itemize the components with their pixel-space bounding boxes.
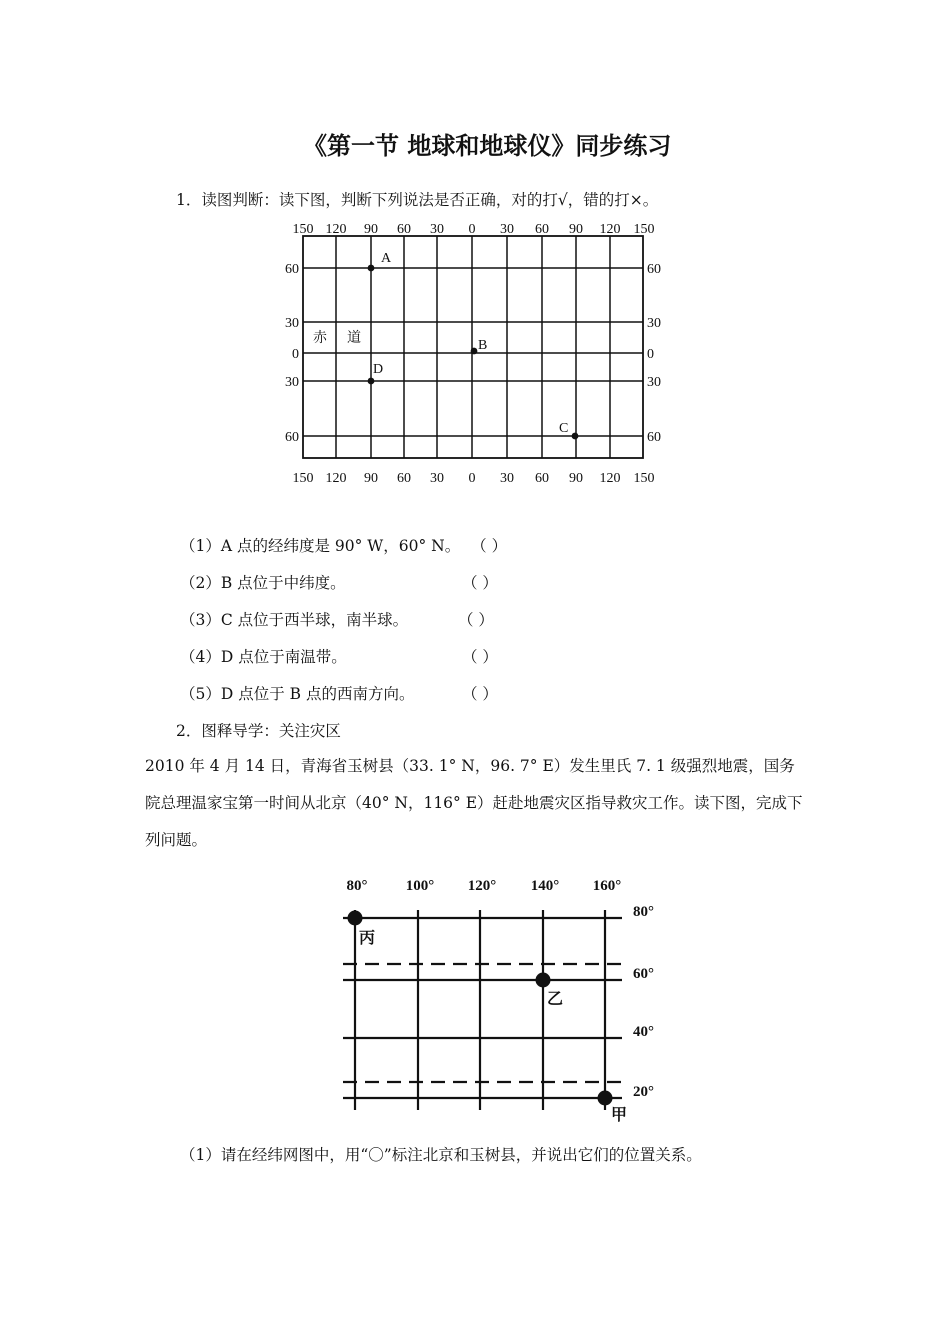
top-lon-label: 90 [364, 222, 378, 237]
right-lat-label: 60 [647, 430, 661, 445]
lon-label: 100° [405, 878, 435, 894]
left-lat-label: 60 [285, 262, 299, 277]
lat-label: 80° [633, 904, 654, 920]
equator-label [313, 329, 361, 346]
bottom-lon-label: 120 [599, 471, 621, 486]
right-lat-label: 30 [647, 316, 661, 331]
q1-item-1 [180, 534, 507, 556]
right-lat-label: 0 [647, 347, 654, 362]
map-point-D [368, 378, 375, 385]
lat-label: 20° [633, 1084, 654, 1100]
bottom-lon-label: 30 [500, 471, 514, 486]
left-lat-label: 30 [285, 375, 299, 390]
question-2-paragraph: 2010 年 4 月 14 日，青海省玉树县（33. 1° N，96. 7° E）发生里氏 7. 1 级强烈地震，国务院总理温家宝第一时间从北京（40° N，116° E）赶赴地震灾区指导救灾工作。读下图，完成下列问题。 [145, 757, 803, 849]
q1-item-1-bracket[interactable]: （ ） [471, 537, 508, 555]
bottom-lon-label: 60 [535, 471, 549, 486]
bottom-lon-label: 150 [292, 471, 314, 486]
q1-item-4-text: （4）D 点位于南温带。 [180, 648, 347, 666]
q1-item-5 [180, 682, 414, 704]
bottom-lon-label: 150 [633, 471, 655, 486]
q1-item-3-text: （3）C 点位于西半球，南半球。 [180, 611, 409, 629]
bottom-lon-label: 90 [569, 471, 583, 486]
question-2-sub-1: （1）请在经纬网图中，用“〇”标注北京和玉树县，并说出它们的位置关系。 [180, 1146, 702, 1164]
map-points-2 [348, 911, 628, 1125]
map-point-label-A: A [381, 251, 392, 266]
bottom-lon-label: 120 [325, 471, 347, 486]
grid-map-2 [335, 870, 665, 1125]
grid-frame [303, 236, 643, 458]
right-latitude-labels [647, 262, 661, 445]
map-point-label-甲: 甲 [611, 1107, 628, 1124]
lon-label: 160° [592, 878, 622, 894]
bottom-lon-label: 30 [430, 471, 444, 486]
top-lon-label: 120 [599, 222, 621, 237]
top-lon-label: 90 [569, 222, 583, 237]
q1-item-5-bracket[interactable]: （ ） [462, 685, 498, 703]
bottom-lon-label: 60 [397, 471, 411, 486]
q1-item-1-text: （1）A 点的经纬度是 90° W，60° N。 [180, 537, 461, 555]
top-lon-label: 60 [535, 222, 549, 237]
map-points [368, 251, 579, 439]
right-lat-label: 30 [647, 375, 661, 390]
map-point-label-丙: 丙 [359, 930, 376, 947]
q1-item-3-bracket[interactable]: （ ） [458, 611, 494, 629]
map-point-B [471, 348, 478, 355]
longitude-labels [347, 878, 622, 894]
q1-item-2-text: （2）B 点位于中纬度。 [180, 574, 346, 592]
top-lon-label: 30 [500, 222, 514, 237]
question-1-prompt: 1．读图判断：读下图，判断下列说法是否正确，对的打√，错的打×。 [176, 191, 659, 209]
lon-label: 140° [530, 878, 560, 894]
lon-label: 120° [467, 878, 497, 894]
top-lon-label: 60 [397, 222, 411, 237]
equator-char: 道 [347, 331, 361, 346]
left-lat-label: 0 [292, 347, 299, 362]
top-longitude-labels [293, 222, 655, 237]
q1-item-2 [180, 571, 346, 593]
top-lon-label: 0 [468, 222, 476, 237]
top-lon-label: 30 [430, 222, 444, 237]
top-lon-label: 150 [292, 222, 314, 237]
latitude-labels [633, 904, 654, 1100]
map-point-乙 [536, 973, 551, 988]
map-point-C [572, 433, 579, 440]
top-lon-label: 120 [325, 222, 347, 237]
bottom-lon-label: 0 [468, 471, 476, 486]
map-point-label-D: D [373, 362, 384, 377]
page-title: 《第一节 地球和地球仪》同步练习 [303, 132, 672, 160]
grid-lines-2 [343, 910, 622, 1110]
bottom-lon-label: 90 [364, 471, 378, 486]
q1-item-5-text: （5）D 点位于 B 点的西南方向。 [180, 685, 415, 703]
top-lon-label: 150 [633, 222, 655, 237]
bottom-longitude-labels [293, 471, 655, 486]
left-lat-label: 60 [285, 430, 299, 445]
map-point-甲 [598, 1091, 613, 1106]
left-lat-label: 30 [285, 316, 299, 331]
q1-item-4-bracket[interactable]: （ ） [462, 648, 498, 666]
q1-item-2-bracket[interactable]: （ ） [462, 574, 498, 592]
lat-long-grid-map [285, 220, 665, 490]
map-point-label-C: C [559, 421, 569, 436]
lat-label: 60° [633, 966, 654, 982]
right-lat-label: 60 [647, 262, 661, 277]
lon-label: 80° [346, 878, 368, 894]
map-point-label-乙: 乙 [547, 991, 564, 1008]
map-point-丙 [348, 911, 363, 926]
map-point-A [368, 265, 375, 272]
question-2-heading: 2．图释导学：关注灾区 [176, 722, 341, 740]
q1-item-4 [180, 645, 347, 667]
lat-label: 40° [633, 1024, 654, 1040]
map-point-label-B: B [478, 338, 488, 353]
grid-lines [303, 236, 643, 458]
left-latitude-labels [285, 262, 299, 445]
equator-char: 赤 [313, 331, 327, 346]
q1-item-3 [180, 608, 408, 630]
